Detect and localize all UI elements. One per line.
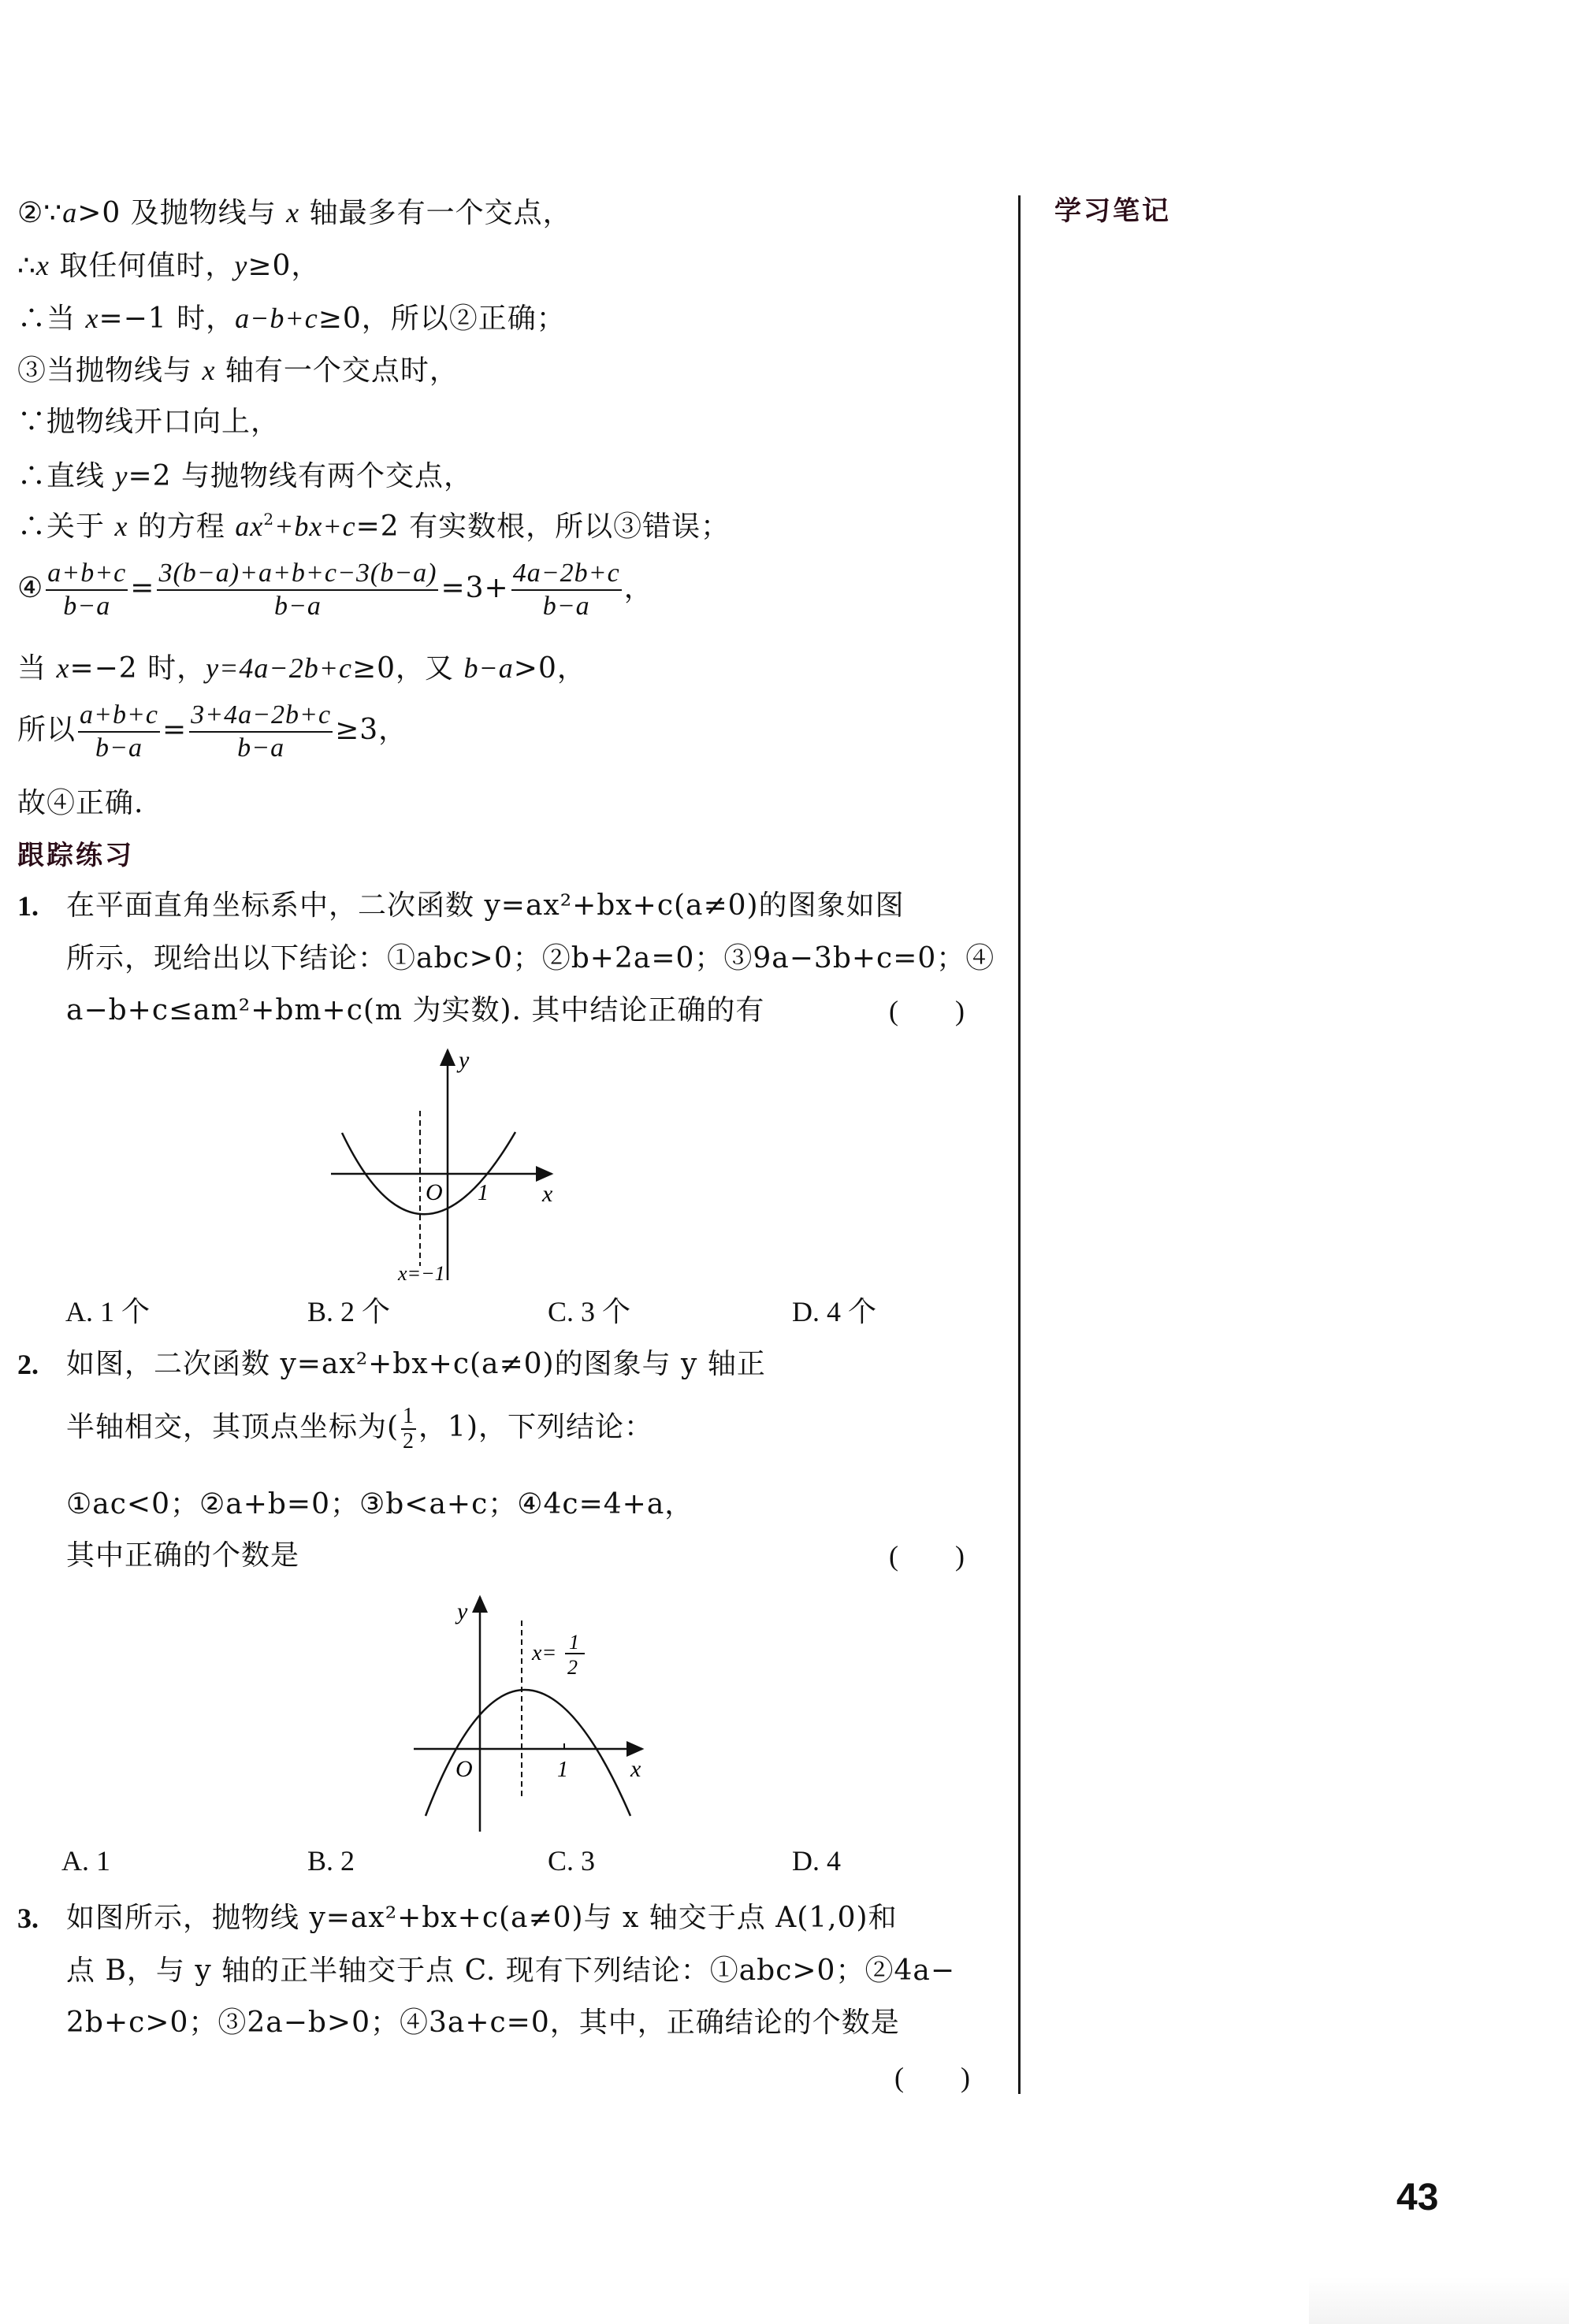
solution-line-4: ③当抛物线与 x 轴有一个交点时， (17, 355, 459, 387)
page-number: 43 (1396, 2177, 1439, 2218)
scan-shadow (1309, 2277, 1569, 2324)
solution-line-10-fraction: 所以 $\frac{a+b+c}{b-a}$ = $\frac{3+4a-2b+c}{b-a}$ ≥3， (17, 700, 408, 763)
question-2-number: 2. (17, 1349, 39, 1380)
question-1-number: 1. (17, 890, 39, 922)
question-1-option-d[interactable]: D. 4 个 (792, 1296, 876, 1327)
solution-line-5: ∵抛物线开口向上， (17, 406, 281, 438)
svg-text:2: 2 (567, 1656, 578, 1679)
question-2-option-a[interactable]: A. 1 (61, 1845, 110, 1877)
column-divider (1018, 195, 1021, 2094)
question-1-option-c[interactable]: C. 3 个 (548, 1296, 631, 1327)
solution-conclusion: 故④正确. (17, 787, 144, 819)
svg-text:y: y (457, 1598, 468, 1624)
fraction: $\frac{a+b+c}{b-a}$ (47, 559, 127, 621)
question-2-line-4: 其中正确的个数是 (66, 1539, 300, 1572)
svg-text:x: x (542, 1181, 553, 1207)
question-2-answer-bracket[interactable]: ( ) (889, 1540, 965, 1572)
question-2-option-c[interactable]: C. 3 (548, 1845, 596, 1877)
svg-text:O: O (426, 1179, 443, 1205)
solution-line-1: ②∵a>0 及抛物线与 x 轴最多有一个交点， (17, 197, 572, 229)
question-1-line-2: 所示，现给出以下结论：①abc>0；②b+2a=0；③9a−3b+c=0；④ (66, 942, 995, 975)
question-2-line-1: 如图，二次函数 y=ax²+bx+c(a≠0)的图象与 y 轴正 (66, 1348, 766, 1380)
question-1-line-1: 在平面直角坐标系中，二次函数 y=ax²+bx+c(a≠0)的图象如图 (66, 889, 905, 922)
question-3-number: 3. (17, 1903, 39, 1934)
question-1-option-a[interactable]: A. 1 个 (65, 1296, 150, 1327)
fraction: $\frac{3(b-a)+a+b+c-3(b-a)}{b-a}$ (158, 559, 437, 621)
practice-heading: 跟踪练习 (17, 840, 134, 871)
question-2-option-b[interactable]: B. 2 (307, 1845, 355, 1877)
question-2-parabola-graph (402, 1587, 654, 1840)
svg-text:y: y (459, 1047, 470, 1073)
question-2-option-d[interactable]: D. 4 (792, 1845, 841, 1877)
notes-heading: 学习笔记 (1054, 195, 1171, 227)
question-1-line-3: a−b+c≤am²+bm+c(m 为实数). 其中结论正确的有 (66, 994, 765, 1026)
question-1-parabola-graph (323, 1044, 567, 1288)
fraction: $\frac{1}{2}$ (403, 1404, 415, 1453)
svg-text:O: O (455, 1756, 473, 1782)
question-3-answer-bracket[interactable]: ( ) (894, 2062, 970, 2093)
solution-line-8-fraction: ④ $\frac{a+b+c}{b-a}$ = $\frac{3(b-a)+a+b+c-3(b-a)}{b-a}$ =3+ $\frac{4a-2b+c}{b-a}$ ， (17, 559, 653, 621)
question-3-line-3: 2b+c>0；③2a−b>0；④3a+c=0，其中，正确结论的个数是 (66, 2007, 900, 2039)
svg-text:x: x (630, 1756, 641, 1782)
parabola-curve (426, 1690, 630, 1816)
question-1-option-b[interactable]: B. 2 个 (307, 1296, 391, 1327)
question-2-line-2: 半轴相交，其顶点坐标为( $\frac{1}{2}$ ，1)，下列结论： (66, 1404, 653, 1453)
fraction: $\frac{3+4a-2b+c}{b-a}$ (191, 700, 332, 763)
question-3-line-2: 点 B，与 y 轴的正半轴交于点 C. 现有下列结论：①abc>0；②4a− (66, 1955, 955, 1987)
svg-text:1: 1 (557, 1758, 568, 1782)
svg-text:x=−1: x=−1 (398, 1262, 445, 1285)
svg-text:1: 1 (478, 1181, 489, 1205)
question-2-line-3: ①ac<0；②a+b=0；③b<a+c；④4c=4+a， (66, 1488, 694, 1520)
fraction: $\frac{4a-2b+c}{b-a}$ (512, 559, 620, 621)
question-1-answer-bracket[interactable]: ( ) (889, 995, 965, 1026)
solution-line-7: ∴关于 x 的方程 $ax^2+bx+c=2$ 有实数根，所以③错误； (17, 510, 731, 543)
solution-line-3: ∴当 x=−1 时，a−b+c≥0，所以②正确； (17, 303, 566, 335)
svg-text:x=: x= (532, 1641, 557, 1665)
solution-line-9: 当 x=−2 时，y=4a−2b+c≥0，又 b−a>0， (17, 652, 586, 685)
svg-text:1: 1 (569, 1631, 579, 1654)
question-3-line-1: 如图所示，抛物线 y=ax²+bx+c(a≠0)与 x 轴交于点 A(1,0)和 (66, 1902, 898, 1934)
solution-line-6: ∴直线 y=2 与抛物线有两个交点， (17, 460, 473, 492)
solution-line-2: ∴x 取任何值时，y≥0， (17, 250, 321, 282)
fraction: $\frac{a+b+c}{b-a}$ (80, 700, 158, 763)
